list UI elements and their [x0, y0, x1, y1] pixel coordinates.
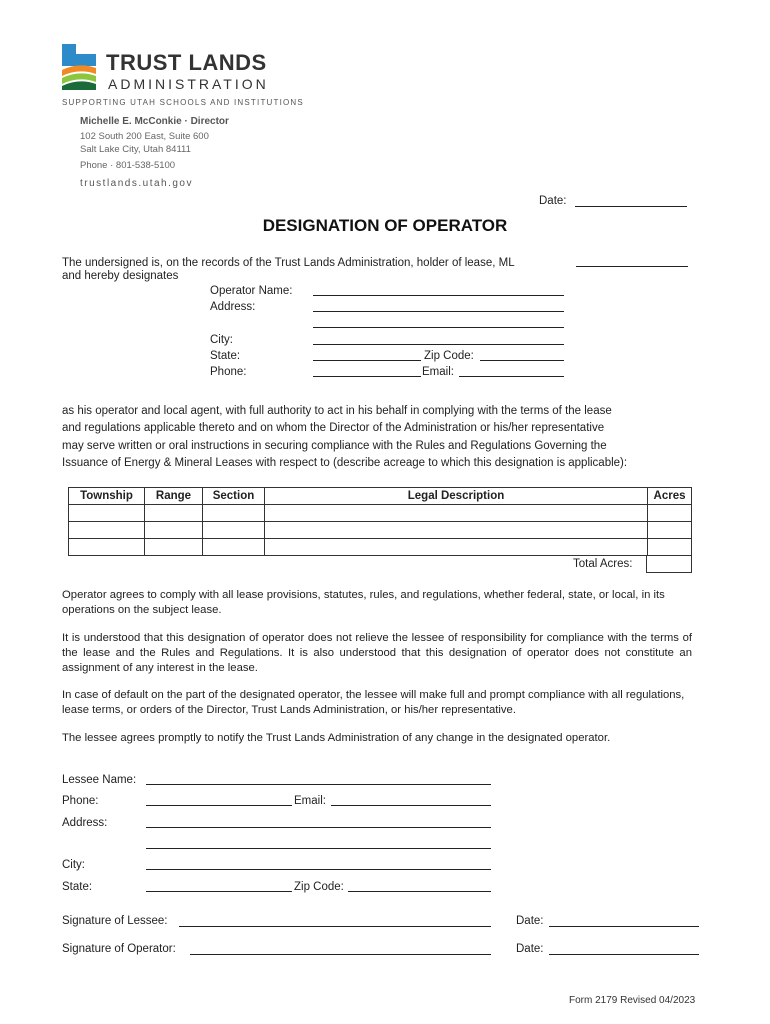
page-title: DESIGNATION OF OPERATOR: [262, 216, 508, 235]
signature-lessee-date-label: Date:: [516, 915, 544, 927]
authority-line-4: Issuance of Energy & Mineral Leases with respect to (describe acreage to which this designation is applicable):: [62, 457, 628, 469]
lessee-address-field-1[interactable]: [146, 827, 491, 828]
logo-line2: ADMINISTRATION: [108, 76, 269, 92]
date-field[interactable]: [575, 206, 687, 207]
cell-range[interactable]: [145, 539, 203, 556]
logo: [62, 44, 292, 106]
website: trustlands.utah.gov: [80, 178, 193, 189]
address-line1: 102 South 200 East, Suite 600: [80, 131, 209, 142]
signature-lessee-field[interactable]: [179, 926, 491, 927]
col-township: Township: [69, 488, 145, 505]
cell-township[interactable]: [69, 505, 145, 522]
logo-mark-icon: [62, 44, 100, 92]
operator-state-label: State:: [210, 350, 241, 362]
lessee-address-label: Address:: [62, 817, 108, 829]
phone-number: Phone · 801-538-5100: [80, 160, 176, 171]
cell-township[interactable]: [69, 539, 145, 556]
total-acres-label: Total Acres:: [573, 558, 633, 570]
lessee-city-label: City:: [62, 859, 85, 871]
cell-township[interactable]: [69, 522, 145, 539]
signature-operator-date-field[interactable]: [549, 954, 699, 955]
logo-line1: TRUST LANDS: [106, 50, 267, 75]
cell-acres[interactable]: [648, 522, 692, 539]
operator-address-field-2[interactable]: [313, 327, 564, 328]
operator-address-label: Address:: [210, 301, 256, 313]
table-row: [69, 539, 692, 556]
cell-legal-description[interactable]: [265, 522, 648, 539]
lessee-zip-field[interactable]: [348, 891, 491, 892]
lessee-state-field[interactable]: [146, 891, 292, 892]
operator-address-field-1[interactable]: [313, 311, 564, 312]
operator-name-field[interactable]: [313, 295, 564, 296]
col-acres: Acres: [648, 488, 692, 505]
signature-operator-label: Signature of Operator:: [62, 943, 176, 955]
lessee-name-field[interactable]: [146, 784, 491, 785]
lessee-name-label: Lessee Name:: [62, 774, 137, 786]
intro-line1: The undersigned is, on the records of the Trust Lands Administration, holder of lease, ML: [62, 257, 515, 269]
signature-lessee-date-field[interactable]: [549, 926, 699, 927]
operator-email-field[interactable]: [459, 376, 564, 377]
signature-operator-date-label: Date:: [516, 943, 544, 955]
cell-acres[interactable]: [648, 505, 692, 522]
cell-range[interactable]: [145, 522, 203, 539]
operator-zip-field[interactable]: [480, 360, 564, 361]
lease-number-field[interactable]: [576, 266, 688, 267]
operator-state-field[interactable]: [313, 360, 421, 361]
paragraph-default: In case of default on the part of the designated operator, the lessee will make full and prompt compliance with all regulations, lease terms, or orders of the Director, Trust Lands Administration, or his/her representative.: [62, 689, 685, 716]
cell-section[interactable]: [203, 522, 265, 539]
lessee-address-field-2[interactable]: [146, 848, 491, 849]
col-section: Section: [203, 488, 265, 505]
cell-section[interactable]: [203, 539, 265, 556]
operator-zip-label: Zip Code:: [424, 350, 474, 362]
total-acres-field[interactable]: [646, 555, 692, 573]
signature-lessee-label: Signature of Lessee:: [62, 915, 168, 927]
paragraph-compliance: Operator agrees to comply with all lease provisions, statutes, rules, and regulations, whether federal, state, or local, in its operations on the subject lease.: [62, 589, 665, 616]
cell-section[interactable]: [203, 505, 265, 522]
cell-legal-description[interactable]: [265, 539, 648, 556]
logo-tagline: SUPPORTING UTAH SCHOOLS AND INSTITUTIONS: [62, 98, 304, 107]
signature-operator-field[interactable]: [190, 954, 491, 955]
lessee-phone-label: Phone:: [62, 795, 99, 807]
paragraph-notify: The lessee agrees promptly to notify the Trust Lands Administration of any change in the designated operator.: [62, 732, 611, 744]
table-header-row: [69, 488, 692, 505]
col-legal-description: Legal Description: [265, 488, 648, 505]
operator-city-label: City:: [210, 334, 233, 346]
lessee-email-field[interactable]: [331, 805, 491, 806]
intro-line2: and hereby designates: [62, 270, 179, 282]
form-number: Form 2179 Revised 04/2023: [569, 995, 696, 1006]
table-row: [69, 505, 692, 522]
lessee-state-label: State:: [62, 881, 93, 893]
authority-line-2: and regulations applicable thereto and on whom the Director of the Administration or his/her representative: [62, 422, 605, 434]
paragraph-responsibility: It is understood that this designation of operator does not relieve the lessee of responsibility for compliance with the terms of the lease and the Rules and Regulations. It is also understood that this designation of operator does not constitute an assignment of any interest in the lease.: [62, 632, 692, 674]
cell-acres[interactable]: [648, 539, 692, 556]
lessee-city-field[interactable]: [146, 869, 491, 870]
table-row: [69, 522, 692, 539]
cell-range[interactable]: [145, 505, 203, 522]
lessee-phone-field[interactable]: [146, 805, 292, 806]
lessee-zip-label: Zip Code:: [294, 881, 344, 893]
operator-city-field[interactable]: [313, 344, 564, 345]
authority-line-1: as his operator and local agent, with full authority to act in his behalf in complying with the terms of the lease: [62, 405, 612, 417]
operator-phone-field[interactable]: [313, 376, 421, 377]
authority-line-3: may serve written or oral instructions in securing compliance with the Rules and Regulations Governing the: [62, 440, 607, 452]
address-line2: Salt Lake City, Utah 84111: [80, 144, 191, 155]
cell-legal-description[interactable]: [265, 505, 648, 522]
operator-email-label: Email:: [422, 366, 454, 378]
lessee-email-label: Email:: [294, 795, 326, 807]
col-range: Range: [145, 488, 203, 505]
director-name: Michelle E. McConkie · Director: [80, 116, 229, 127]
legal-description-table: [68, 487, 692, 556]
operator-phone-label: Phone:: [210, 366, 247, 378]
operator-name-label: Operator Name:: [210, 285, 293, 297]
date-label: Date:: [539, 195, 567, 207]
